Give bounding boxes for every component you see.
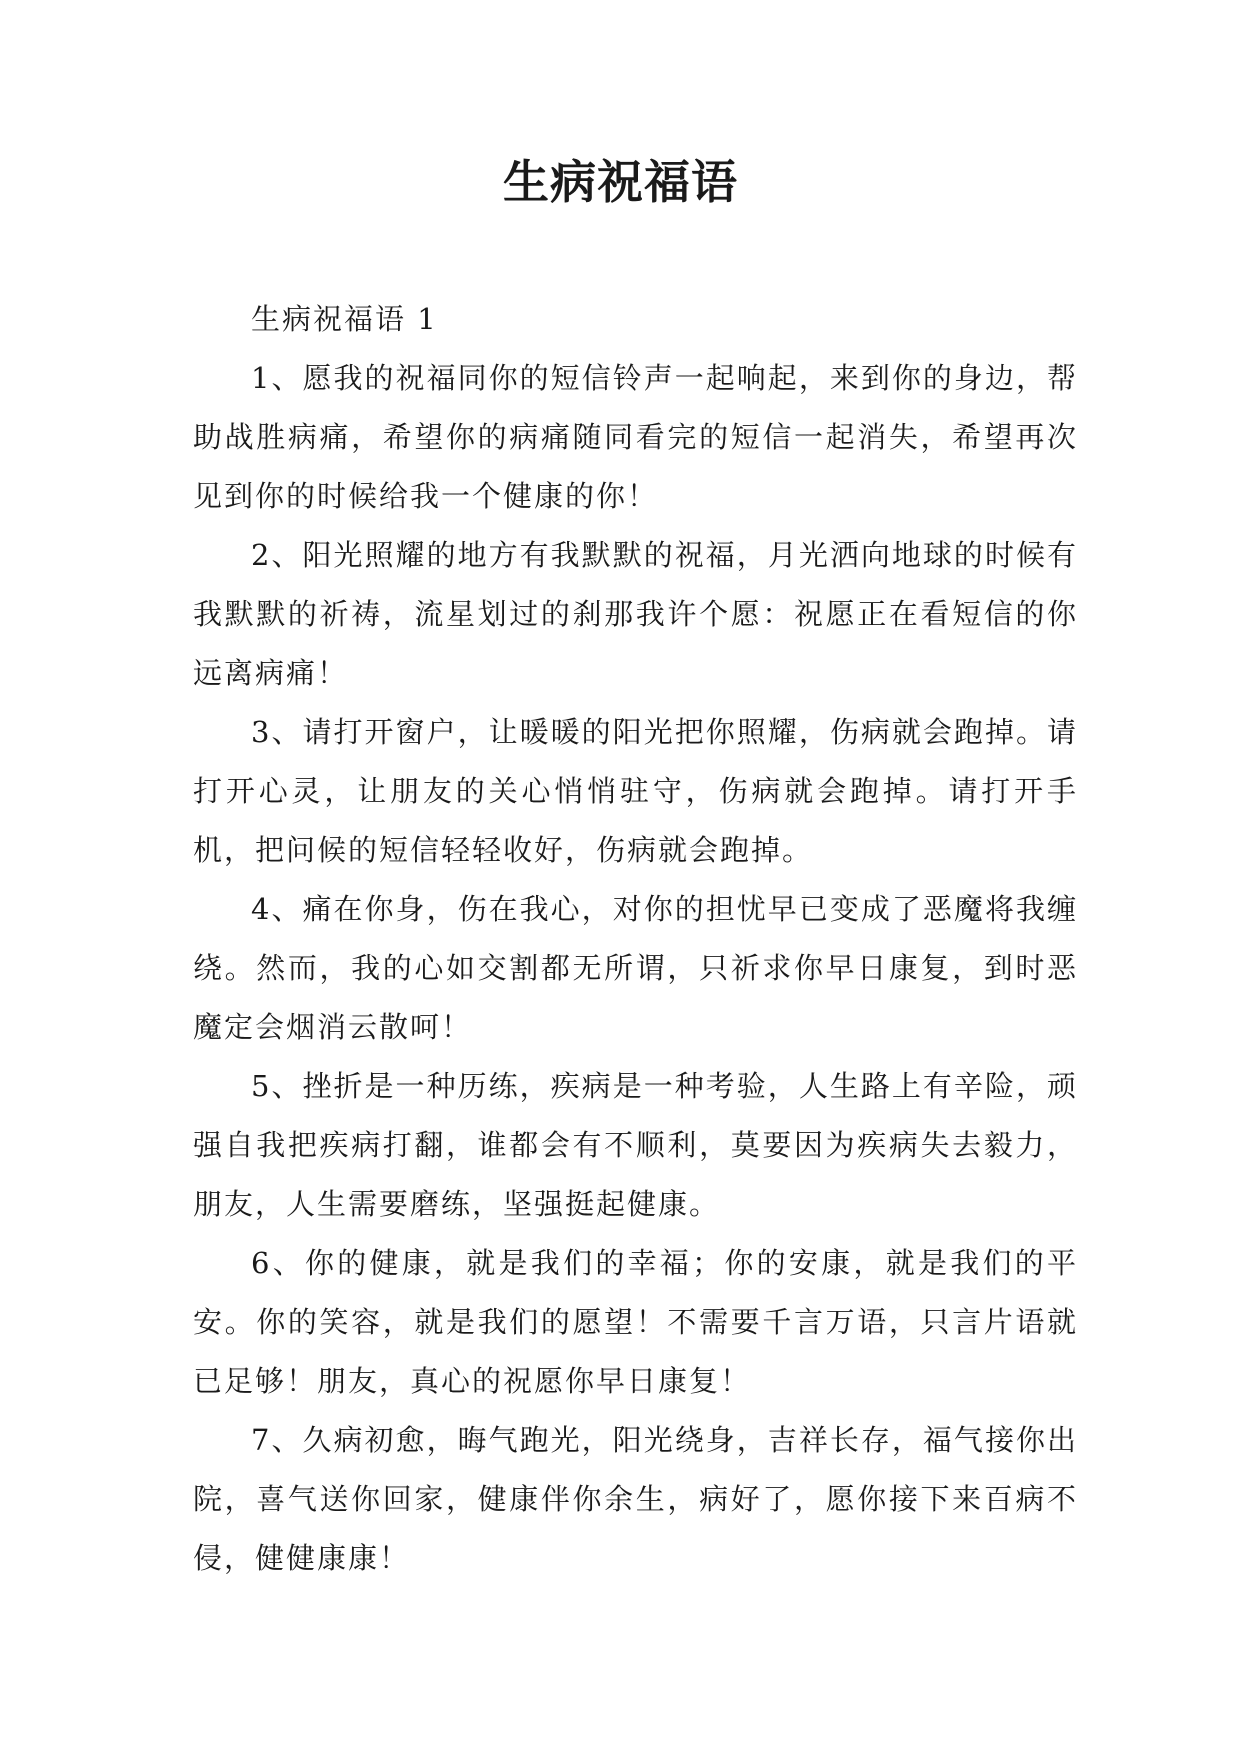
paragraph-5: 5、挫折是一种历练，疾病是一种考验，人生路上有辛险，顽强自我把疾病打翻，谁都会有不顺利，莫要因为疾病失去毅力，朋友，人生需要磨练，坚强挺起健康。	[193, 1069, 1078, 1221]
section-heading: 生病祝福语 1	[251, 302, 438, 336]
paragraph-6: 6、你的健康，就是我们的幸福；你的安康，就是我们的平安。你的笑容，就是我们的愿望！不需要千言万语，只言片语就已足够！朋友，真心的祝愿你早日康复！	[193, 1246, 1078, 1398]
paragraph-2: 2、阳光照耀的地方有我默默的祝福，月光洒向地球的时候有我默默的祈祷，流星划过的刹那我许个愿：祝愿正在看短信的你远离病痛！	[193, 538, 1078, 690]
paragraph-3: 3、请打开窗户，让暖暖的阳光把你照耀，伤病就会跑掉。请打开心灵，让朋友的关心悄悄驻守，伤病就会跑掉。请打开手机，把问候的短信轻轻收好，伤病就会跑掉。	[193, 715, 1078, 867]
document-body	[193, 290, 1078, 1588]
page-title: 生病祝福语	[503, 155, 738, 209]
paragraph-1: 1、愿我的祝福同你的短信铃声一起响起，来到你的身边，帮助战胜病痛，希望你的病痛随同看完的短信一起消失，希望再次见到你的时候给我一个健康的你！	[193, 361, 1078, 513]
paragraph-7: 7、久病初愈，晦气跑光，阳光绕身，吉祥长存，福气接你出院，喜气送你回家，健康伴你余生，病好了，愿你接下来百病不侵，健健康康！	[193, 1423, 1078, 1575]
paragraph-4: 4、痛在你身，伤在我心，对你的担忧早已变成了恶魔将我缠绕。然而，我的心如交割都无所谓，只祈求你早日康复，到时恶魔定会烟消云散呵！	[193, 892, 1078, 1044]
